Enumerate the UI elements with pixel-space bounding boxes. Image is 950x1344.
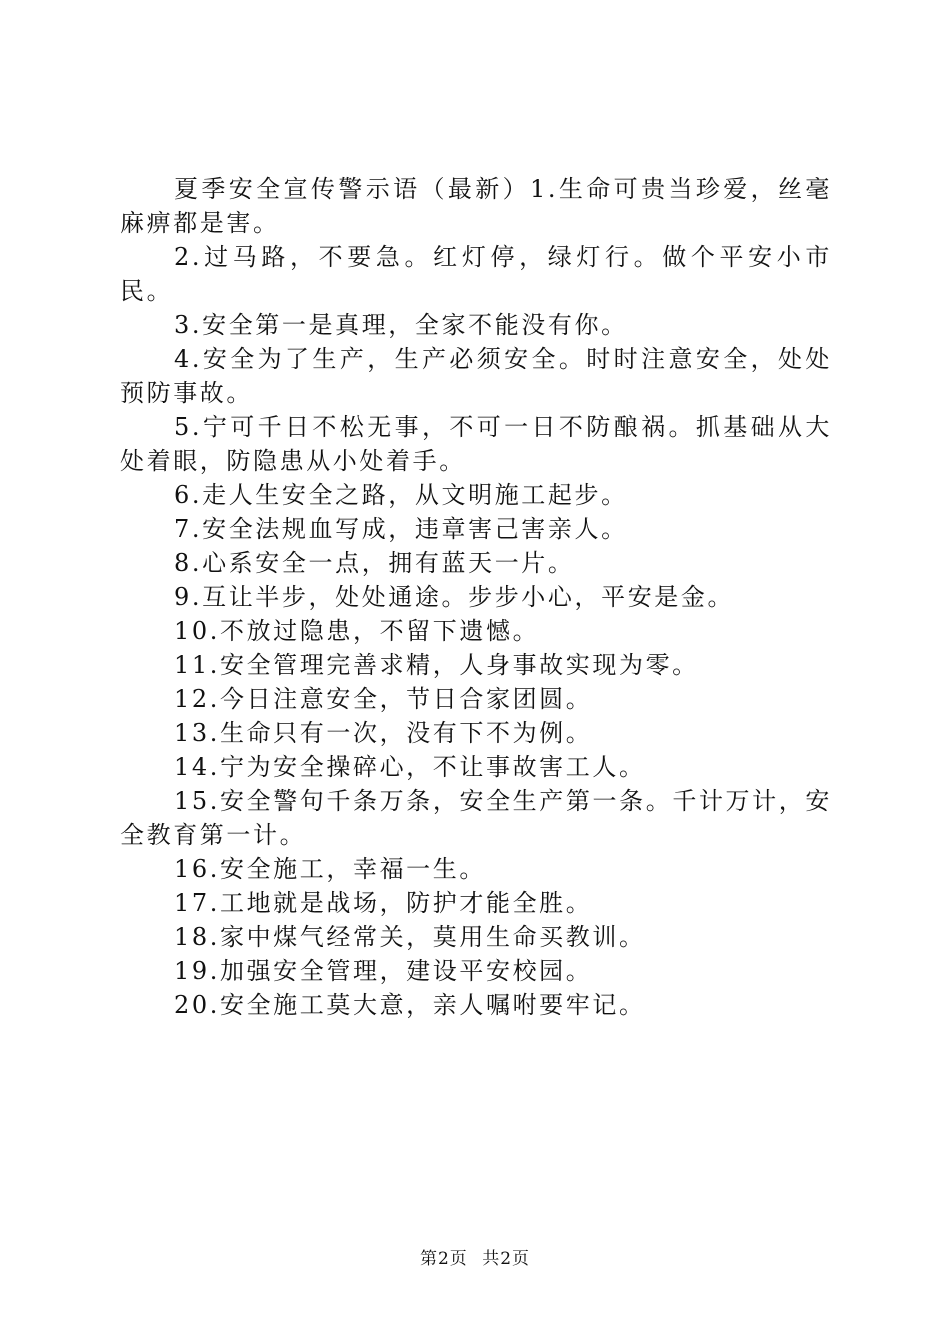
slogan-16: 16.安全施工，幸福一生。 [174, 855, 486, 883]
slogan-3: 3.安全第一是真理，全家不能没有你。 [174, 311, 628, 339]
slogan-19: 19.加强安全管理，建设平安校园。 [174, 957, 593, 985]
paragraph-title: 夏季安全宣传警示语（最新）1.生命可贵当珍爱，丝毫麻痹都是害。 [120, 175, 832, 237]
slogan-7: 7.安全法规血写成，违章害己害亲人。 [174, 515, 628, 543]
page-total: 共2页 [482, 1249, 531, 1269]
slogan-2: 2.过马路，不要急。红灯停，绿灯行。做个平安小市民。 [120, 243, 832, 305]
slogan-6: 6.走人生安全之路，从文明施工起步。 [174, 481, 628, 509]
slogan-13: 13.生命只有一次，没有下不为例。 [174, 719, 593, 747]
slogan-11: 11.安全管理完善求精，人身事故实现为零。 [174, 651, 699, 679]
page-number: 第2页 [419, 1249, 468, 1269]
slogan-18: 18.家中煤气经常关，莫用生命买教训。 [174, 923, 646, 951]
slogan-10: 10.不放过隐患，不留下遗憾。 [174, 617, 540, 645]
slogan-5: 5.宁可千日不松无事，不可一日不防酿祸。抓基础从大处着眼，防隐患从小处着手。 [120, 413, 832, 475]
slogan-20: 20.安全施工莫大意，亲人嘱咐要牢记。 [174, 991, 646, 1019]
slogan-15: 15.安全警句千条万条，安全生产第一条。千计万计，安全教育第一计。 [120, 787, 832, 849]
slogan-9: 9.互让半步，处处通途。步步小心，平安是金。 [174, 583, 735, 611]
slogan-12: 12.今日注意安全，节日合家团圆。 [174, 685, 593, 713]
slogan-4: 4.安全为了生产，生产必须安全。时时注意安全，处处预防事故。 [120, 345, 832, 407]
page-footer [0, 1244, 950, 1269]
document-body [120, 172, 832, 1022]
slogan-17: 17.工地就是战场，防护才能全胜。 [174, 889, 593, 917]
slogan-14: 14.宁为安全操碎心，不让事故害工人。 [174, 753, 646, 781]
slogan-8: 8.心系安全一点，拥有蓝天一片。 [174, 549, 575, 577]
